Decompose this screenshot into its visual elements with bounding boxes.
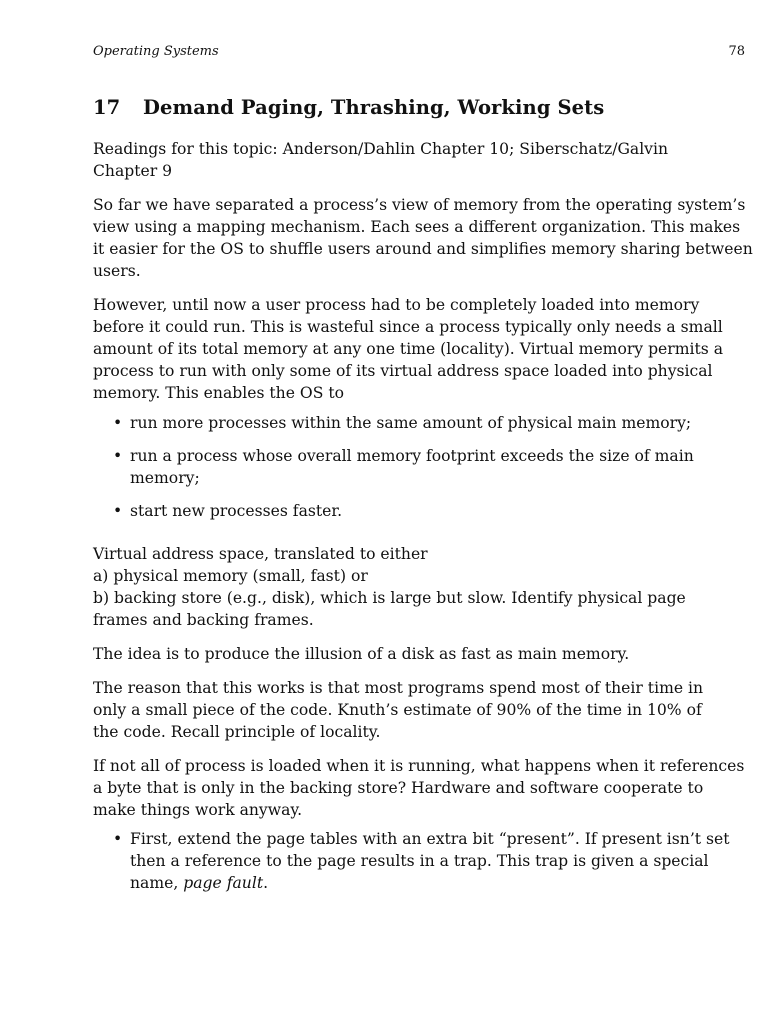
text-line: the code. Recall principle of locality.: [93, 723, 381, 741]
text-line: [130, 872, 745, 894]
text-line: it easier for the OS to shuffle users around and simplifies memory sharing between: [93, 240, 753, 258]
text-line: make things work anyway.: [93, 801, 303, 819]
text-line: memory;: [130, 469, 200, 487]
text-line: run a process whose overall memory footprint exceeds the size of main: [130, 447, 694, 465]
paragraph-intro: [93, 194, 753, 282]
text-line: Readings for this topic: Anderson/Dahlin Chapter 10; Siberschatz/Galvin: [93, 140, 669, 158]
bullet-icon: •: [113, 502, 123, 520]
text-line: users.: [93, 262, 141, 280]
text-line: The idea is to produce the illusion of a disk as fast as main memory.: [93, 645, 630, 663]
text-fragment: name,: [130, 874, 184, 892]
text-line: amount of its total memory at any one time (locality). Virtual memory permits a: [93, 340, 724, 358]
bullet-icon: •: [113, 830, 123, 848]
section-number: 17: [93, 96, 121, 119]
document-page: [93, 0, 753, 1024]
text-line: If not all of process is loaded when it is running, what happens when it references: [93, 757, 745, 775]
text-line: So far we have separated a process’s view of memory from the operating system’s: [93, 196, 746, 214]
text-line: then a reference to the page results in a trap. This trap is given a special: [130, 852, 709, 870]
text-line: only a small piece of the code. Knuth’s estimate of 90% of the time in 10% of: [93, 701, 702, 719]
paragraph-if-not: [93, 755, 745, 821]
text-fragment: .: [263, 874, 269, 892]
text-line: Virtual address space, translated to either: [93, 545, 428, 563]
text-line: frames and backing frames.: [93, 611, 314, 629]
paragraph-virtual-address-space: [93, 543, 745, 631]
text-line: The reason that this works is that most programs spend most of their time in: [93, 679, 704, 697]
paragraph-idea: [93, 643, 745, 665]
bullet-icon: •: [113, 414, 123, 432]
term-page-fault: page fault: [183, 874, 264, 892]
section-title: Demand Paging, Thrashing, Working Sets: [143, 96, 605, 119]
text-line: memory. This enables the OS to: [93, 384, 344, 402]
text-line: b) backing store (e.g., disk), which is large but slow. Identify physical page: [93, 589, 686, 607]
section-heading: [93, 96, 604, 119]
text-line: Chapter 9: [93, 162, 173, 180]
text-line: process to run with only some of its virtual address space loaded into physical: [93, 362, 713, 380]
page-number: 78: [728, 44, 745, 59]
paragraph-readings: [93, 138, 745, 182]
text-line: run more processes within the same amount of physical main memory;: [130, 414, 692, 432]
paragraph-however: [93, 294, 745, 404]
text-line: view using a mapping mechanism. Each sees a different organization. This makes: [93, 218, 741, 236]
bullet-icon: •: [113, 447, 123, 465]
paragraph-reason: [93, 677, 745, 743]
text-line: a) physical memory (small, fast) or: [93, 567, 368, 585]
text-line: start new processes faster.: [130, 502, 343, 520]
text-line: before it could run. This is wasteful since a process typically only needs a small: [93, 318, 723, 336]
running-head: [93, 44, 745, 64]
text-line: a byte that is only in the backing store? Hardware and software cooperate to: [93, 779, 704, 797]
running-head-title: Operating Systems: [93, 44, 219, 59]
text-line: However, until now a user process had to be completely loaded into memory: [93, 296, 700, 314]
text-line: First, extend the page tables with an extra bit “present”. If present isn’t set: [130, 830, 730, 848]
